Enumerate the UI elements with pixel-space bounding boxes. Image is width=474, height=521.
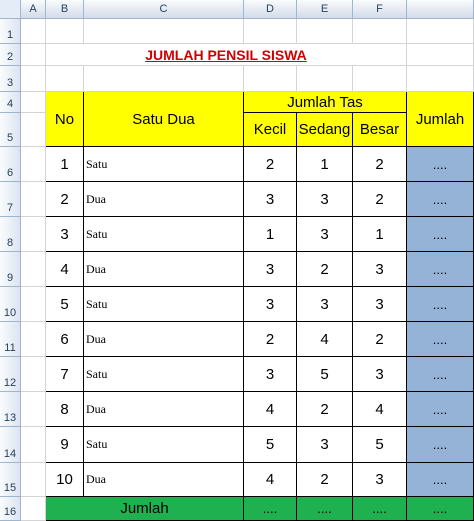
row-header-2[interactable]: 2 [0,44,21,66]
cell-besar[interactable]: 2 [352,181,407,217]
cell-no[interactable]: 4 [45,251,84,287]
empty-cell[interactable] [46,19,84,44]
row-header-13[interactable]: 13 [0,392,21,427]
cell-sedang[interactable]: 2 [296,462,353,497]
empty-cell[interactable] [21,287,46,322]
column-header-b[interactable]: B [46,0,84,19]
row-header-5[interactable]: 5 [0,113,21,147]
cell-kecil[interactable]: 4 [243,391,297,427]
total-kecil[interactable]: .... [243,496,297,521]
cell-name[interactable]: Satu [83,286,244,322]
cell-besar[interactable]: 1 [352,216,407,252]
empty-cell[interactable] [21,463,46,497]
cell-sedang[interactable]: 2 [296,251,353,287]
header-satu-dua[interactable]: Satu Dua [83,91,244,147]
empty-cell[interactable] [21,66,46,92]
header-kecil[interactable]: Kecil [243,112,297,147]
cell-no[interactable]: 2 [45,181,84,217]
cell-kecil[interactable]: 2 [243,321,297,357]
cell-kecil[interactable]: 3 [243,251,297,287]
cell-jumlah[interactable]: .... [406,391,474,427]
row-header-1[interactable]: 1 [0,19,21,44]
cell-no[interactable]: 5 [45,286,84,322]
empty-cell[interactable] [21,497,46,521]
row-header-9[interactable]: 9 [0,252,21,287]
empty-cell[interactable] [407,44,474,66]
cell-kecil[interactable]: 3 [243,356,297,392]
empty-cell[interactable] [353,19,407,44]
cell-sedang[interactable]: 1 [296,146,353,182]
empty-cell[interactable] [21,113,46,147]
total-sedang[interactable]: .... [296,496,353,521]
empty-cell[interactable] [297,66,353,92]
cell-no[interactable]: 3 [45,216,84,252]
cell-no[interactable]: 10 [45,462,84,497]
cell-besar[interactable]: 3 [352,356,407,392]
empty-cell[interactable] [353,66,407,92]
cell-no[interactable]: 8 [45,391,84,427]
total-label[interactable]: Jumlah [45,496,244,521]
row-header-4[interactable]: 4 [0,92,21,113]
column-header-filler [407,0,474,19]
empty-cell[interactable] [84,19,244,44]
cell-besar[interactable]: 3 [352,251,407,287]
empty-cell[interactable] [84,66,244,92]
row-header-10[interactable]: 10 [0,287,21,322]
row-header-3[interactable]: 3 [0,66,21,92]
cell-sedang[interactable]: 3 [296,181,353,217]
row-header-6[interactable]: 6 [0,147,21,182]
empty-cell[interactable] [21,182,46,217]
cell-jumlah[interactable]: .... [406,286,474,322]
header-jumlah[interactable]: Jumlah [406,91,474,147]
cell-jumlah[interactable]: .... [406,356,474,392]
cell-sedang[interactable]: 3 [296,426,353,463]
empty-cell[interactable] [46,66,84,92]
empty-cell[interactable] [21,322,46,357]
header-besar[interactable]: Besar [352,112,407,147]
column-header-f[interactable]: F [353,0,407,19]
cell-sedang[interactable]: 5 [296,356,353,392]
column-header-a[interactable]: A [21,0,46,19]
cell-sedang[interactable]: 3 [296,216,353,252]
empty-cell[interactable] [21,147,46,182]
header-no[interactable]: No [45,91,84,147]
empty-cell[interactable] [21,44,46,66]
row-header-12[interactable]: 12 [0,357,21,392]
cell-jumlah[interactable]: .... [406,181,474,217]
row-header-15[interactable]: 15 [0,463,21,497]
row-header-14[interactable]: 14 [0,427,21,463]
empty-cell[interactable] [21,427,46,463]
cell-jumlah[interactable]: .... [406,146,474,182]
cell-name[interactable]: Satu [83,356,244,392]
empty-cell[interactable] [244,19,297,44]
cell-sedang[interactable]: 2 [296,391,353,427]
cell-kecil[interactable]: 3 [243,181,297,217]
cell-besar[interactable]: 3 [352,462,407,497]
cell-name[interactable]: Satu [83,426,244,463]
empty-cell[interactable] [21,217,46,252]
select-all-corner[interactable] [0,0,21,19]
cell-name[interactable]: Dua [83,462,244,497]
cell-kecil[interactable]: 3 [243,286,297,322]
column-header-e[interactable]: E [297,0,353,19]
cell-jumlah[interactable]: .... [406,321,474,357]
cell-jumlah[interactable]: .... [406,426,474,463]
empty-cell[interactable] [21,252,46,287]
cell-name[interactable]: Satu [83,146,244,182]
cell-jumlah[interactable]: .... [406,216,474,252]
row-header-8[interactable]: 8 [0,217,21,252]
column-header-d[interactable]: D [244,0,297,19]
cell-besar[interactable]: 2 [352,321,407,357]
cell-name[interactable]: Dua [83,391,244,427]
cell-no[interactable]: 9 [45,426,84,463]
empty-cell[interactable] [297,19,353,44]
empty-cell[interactable] [407,19,474,44]
cell-no[interactable]: 7 [45,356,84,392]
total-besar[interactable]: .... [352,496,407,521]
cell-sedang[interactable]: 3 [296,286,353,322]
cell-besar[interactable]: 5 [352,426,407,463]
header-jumlah-tas[interactable]: Jumlah Tas [243,91,407,113]
cell-kecil[interactable]: 4 [243,462,297,497]
empty-cell[interactable] [244,66,297,92]
cell-besar[interactable]: 4 [352,391,407,427]
cell-kecil[interactable]: 2 [243,146,297,182]
cell-besar[interactable]: 3 [352,286,407,322]
cell-name[interactable]: Dua [83,251,244,287]
cell-sedang[interactable]: 4 [296,321,353,357]
empty-cell[interactable] [21,392,46,427]
row-header-16[interactable]: 16 [0,497,21,521]
cell-kecil[interactable]: 1 [243,216,297,252]
cell-name[interactable]: Dua [83,181,244,217]
cell-name[interactable]: Dua [83,321,244,357]
header-sedang[interactable]: Sedang [296,112,353,147]
cell-name[interactable]: Satu [83,216,244,252]
cell-jumlah[interactable]: .... [406,462,474,497]
total-jumlah[interactable]: .... [406,496,474,521]
row-header-7[interactable]: 7 [0,182,21,217]
row-header-11[interactable]: 11 [0,322,21,357]
column-header-c[interactable]: C [84,0,244,19]
cell-no[interactable]: 6 [45,321,84,357]
cell-jumlah[interactable]: .... [406,251,474,287]
cell-besar[interactable]: 2 [352,146,407,182]
empty-cell[interactable] [21,92,46,113]
cell-kecil[interactable]: 5 [243,426,297,463]
sheet-title[interactable]: JUMLAH PENSIL SISWA [46,44,407,66]
empty-cell[interactable] [21,357,46,392]
empty-cell[interactable] [21,19,46,44]
empty-cell[interactable] [407,66,474,92]
cell-no[interactable]: 1 [45,146,84,182]
